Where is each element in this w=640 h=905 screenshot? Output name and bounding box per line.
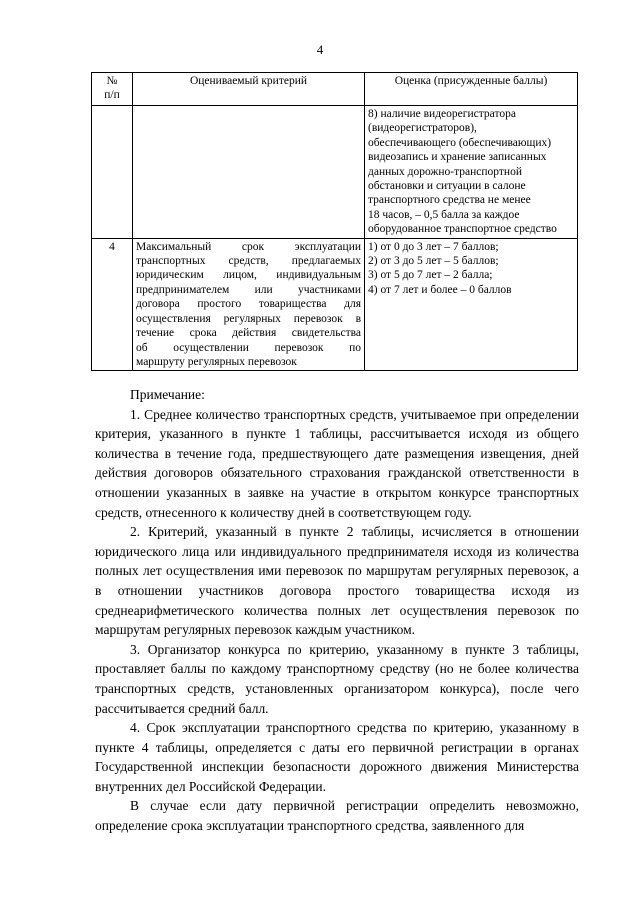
header-number: № п/п (92, 73, 133, 106)
criterion-line: договора простого товарищества для (136, 298, 361, 311)
cell-number-empty (92, 106, 133, 239)
header-criterion: Оцениваемый критерий (133, 73, 365, 106)
cell-number-4: 4 (92, 238, 133, 371)
score-line: 18 часов, – 0,5 балла за каждое (368, 208, 520, 221)
cell-criterion-empty (133, 106, 365, 239)
score-line: (видеорегистраторов), (368, 122, 477, 135)
note-paragraph-2: 2. Критерий, указанный в пункте 2 таблицы, исчисляется в отношении юридического лица или индивидуального предпринимателя исходя из количества полных лет осуществления ими перевозок по маршрутам регулярных перевозок, а в отношении участников договора простого товарищества исходя из среднеарифметического количества полных лет осуществления перевозок по маршрутам регулярных перевозок каждым участником. (95, 524, 579, 638)
criterion-line: течение срока действия свидетельства (136, 327, 361, 340)
score-line: 1) от 0 до 3 лет – 7 баллов; (368, 240, 499, 253)
table-row-continued (92, 106, 578, 239)
criterion-line: транспортных средств, предлагаемых (136, 255, 361, 268)
score-line: 8) наличие видеорегистратора (368, 108, 516, 120)
criteria-table (91, 72, 578, 371)
cell-criterion-4 (133, 238, 365, 371)
table-row-4 (92, 238, 578, 371)
score-line: 3) от 5 до 7 лет – 2 балла; (368, 269, 493, 282)
score-line: обеспечивающего (обеспечивающих) (368, 136, 552, 149)
note-paragraph-5: В случае если дату первичной регистрации определить невозможно, определение срока эксплуатации транспортного средства, заявленного для (95, 798, 579, 834)
page-number: 4 (316, 42, 324, 57)
note-paragraph-3: 3. Организатор конкурса по критерию, указанному в пункте 3 таблицы, проставляет баллы по каждому транспортному средству (но не более количества транспортных средств, установленных организатором конкурса), после чего рассчитывается средний балл. (95, 641, 579, 716)
score-line: транспортного средства не менее (368, 194, 531, 207)
cell-score-4 (365, 238, 578, 371)
score-line: данных дорожно-транспортной (368, 165, 522, 178)
notes-section (95, 385, 579, 836)
table-header-row (92, 73, 578, 106)
criterion-line: предпринимателем или участниками (136, 283, 361, 296)
criterion-line: Максимальный срок эксплуатации (136, 240, 361, 253)
criterion-line: осуществления регулярных перевозок в (136, 312, 361, 325)
notes-title: Примечание: (130, 387, 205, 402)
cell-score-continued (365, 106, 578, 239)
score-line: видеозапись и хранение записанных (368, 151, 547, 164)
score-line: оборудованное транспортное средство (368, 223, 557, 236)
score-line: 2) от 3 до 5 лет – 5 баллов; (368, 255, 499, 268)
note-paragraph-4: 4. Срок эксплуатации транспортного средства по критерию, указанному в пункте 4 таблицы, определяется с даты его первичной регистрации в органах Государственной инспекции безопасности дорожного движения Министерства внутренних дел Российской Федерации. (95, 720, 579, 794)
score-line: обстановки и ситуации в салоне (368, 180, 526, 193)
note-paragraph-1: 1. Среднее количество транспортных средств, учитываемое при определении критерия, указанного в пункте 1 таблицы, рассчитывается исходя из общего количества в течение года, предшествующего дате размещения извещения, дней действия договоров обязательного страхования гражданской ответственности в отношении указанных в заявке на участие в открытом конкурсе транспортных средств, отнесенного к количеству дней в соответствующем году. (95, 406, 579, 520)
criterion-line: маршруту регулярных перевозок (136, 355, 297, 368)
score-line: 4) от 7 лет и более – 0 баллов (368, 283, 512, 296)
criterion-line: об осуществлении перевозок по (136, 341, 361, 354)
criterion-line: юридическим лицом, индивидуальным (136, 269, 361, 282)
header-score: Оценка (присужденные баллы) (365, 73, 578, 106)
